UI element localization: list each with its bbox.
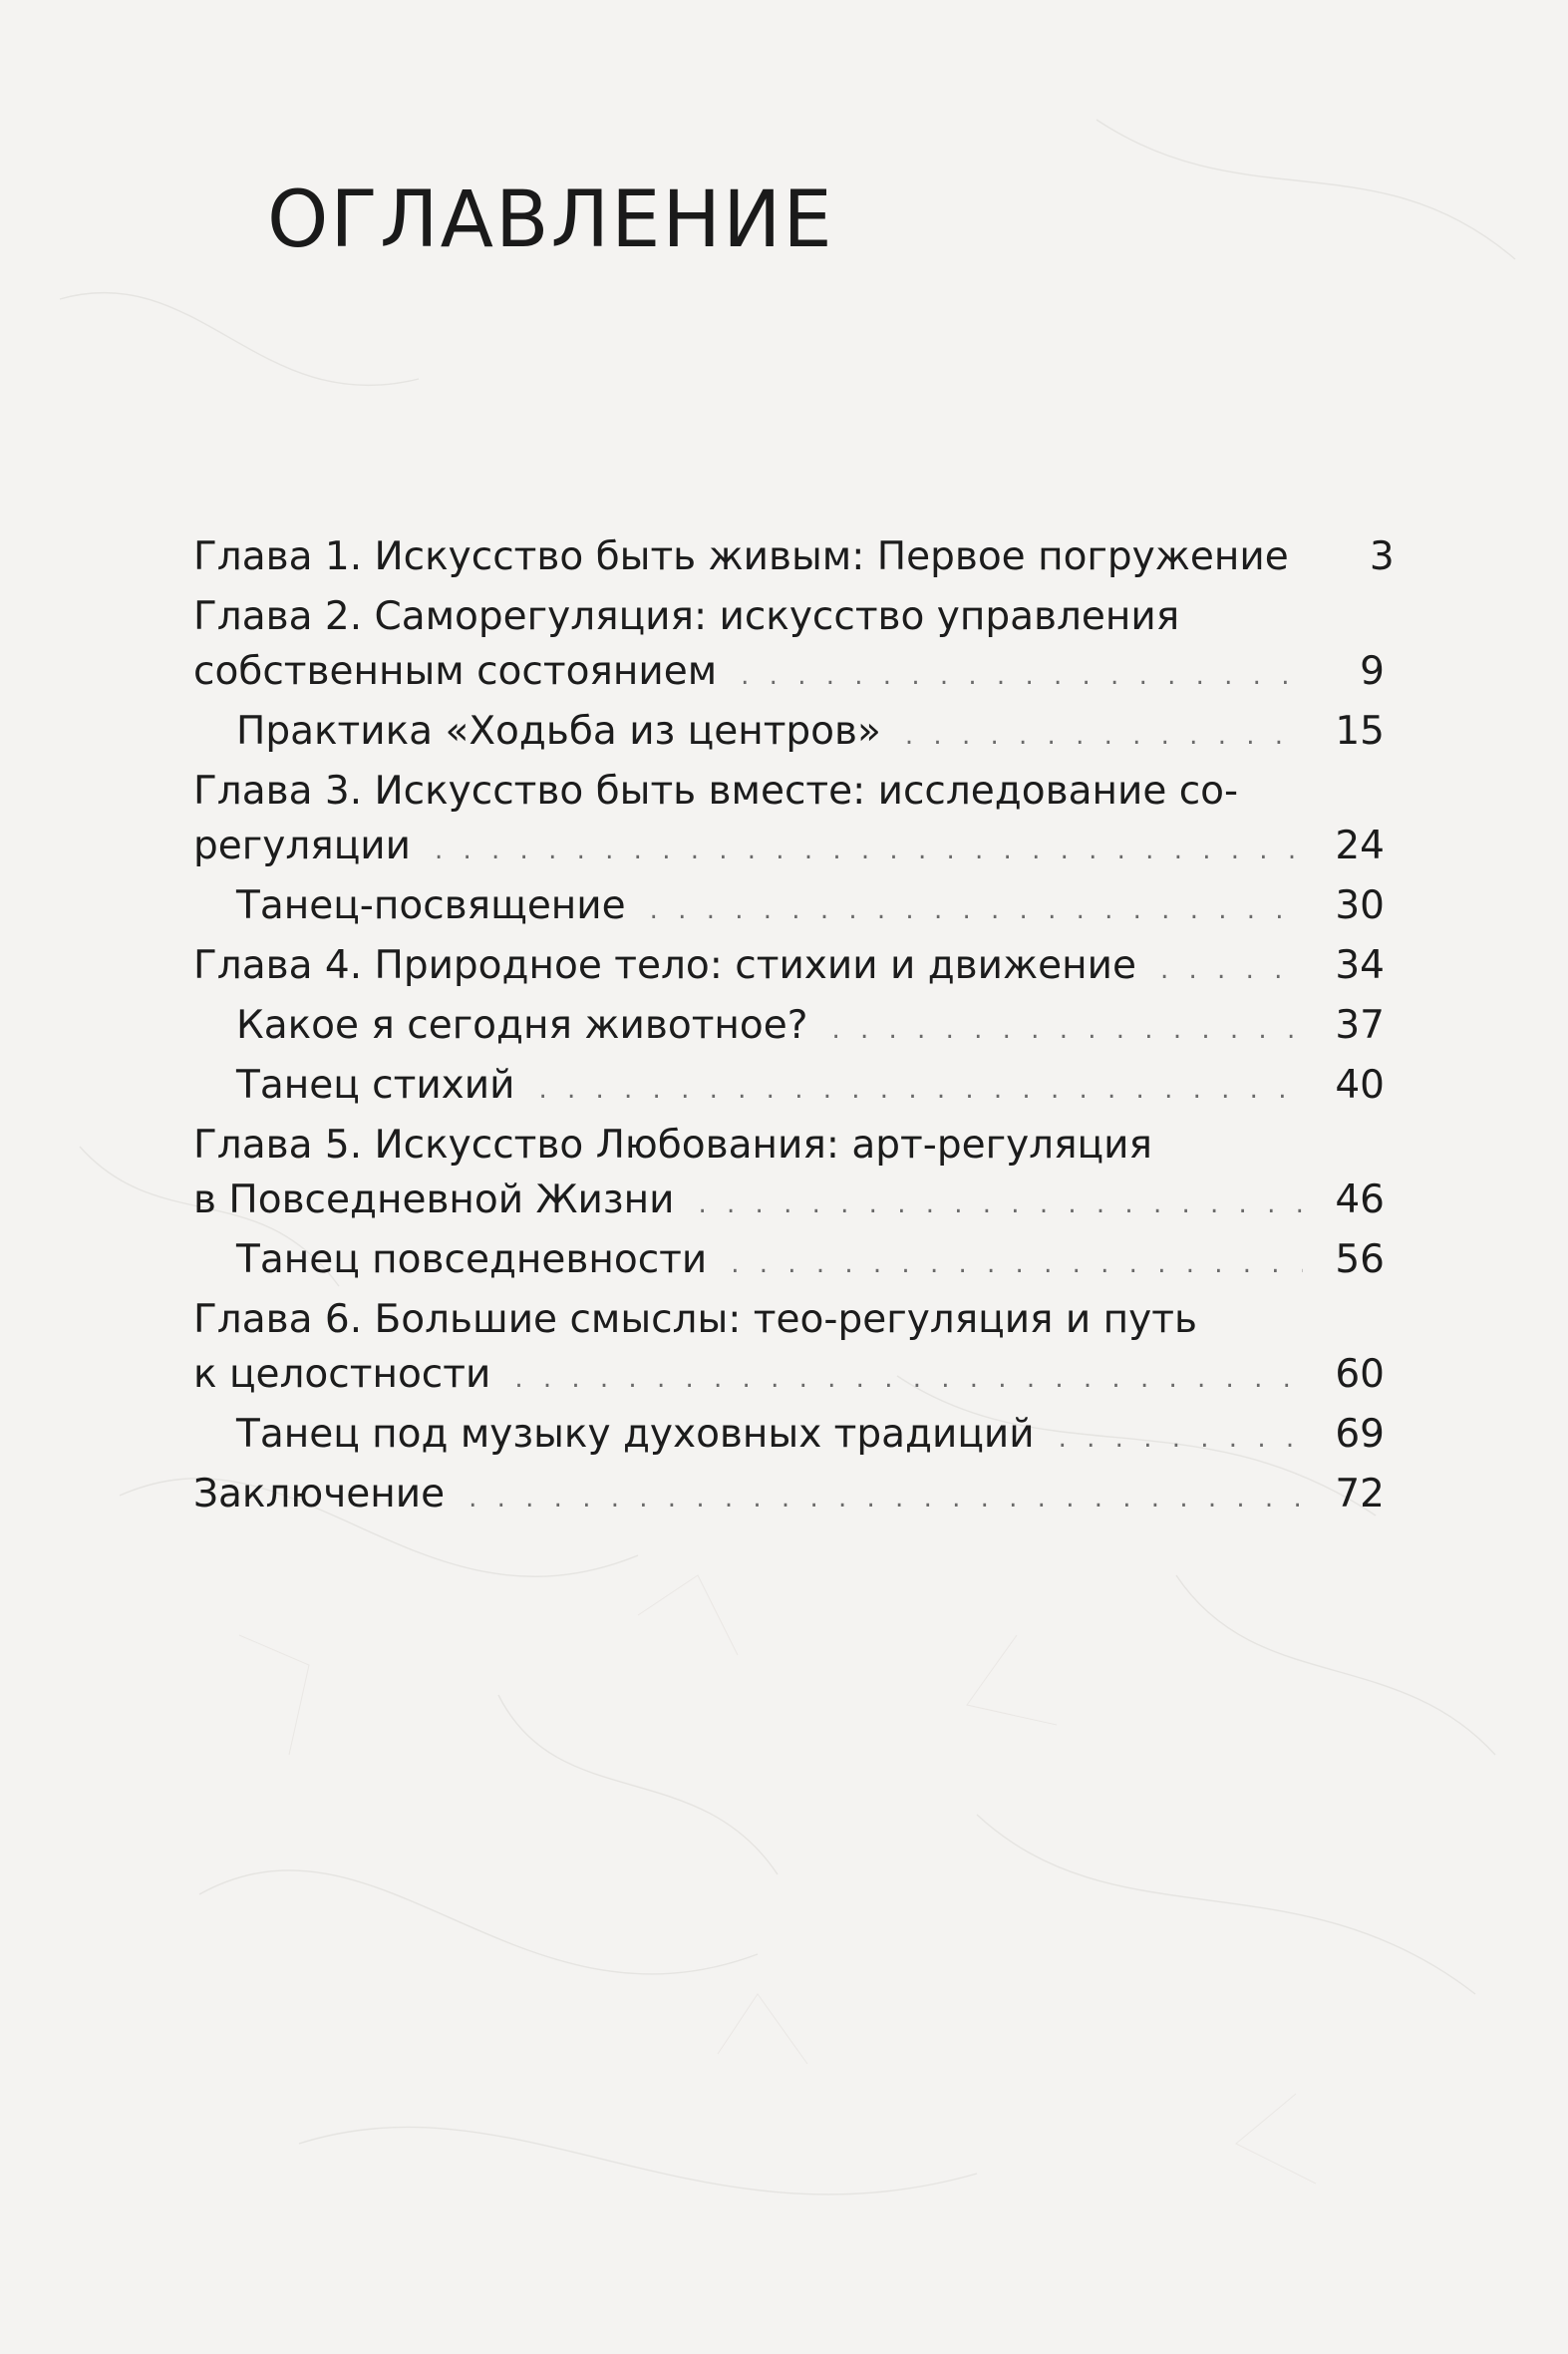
toc-entry-text: собственным состоянием <box>193 649 718 694</box>
dot-leader <box>698 1177 1303 1232</box>
toc-subentry <box>193 1058 1385 1118</box>
toc-entry-line <box>236 1407 1385 1467</box>
toc-subentry <box>193 1232 1385 1292</box>
toc-entry-text: Танец стихий <box>236 1063 515 1108</box>
toc-entry-text: Глава 3. Искусство быть вместе: исследование со- <box>193 769 1239 814</box>
toc-entry-line <box>193 819 1385 878</box>
toc-entry-line <box>236 704 1385 764</box>
toc-subentry <box>193 998 1385 1058</box>
page-number: 24 <box>1335 824 1385 868</box>
page-number: 9 <box>1360 649 1385 694</box>
toc-subentry <box>193 704 1385 764</box>
toc-entry-text: Глава 2. Саморегуляция: искусство управления <box>193 594 1180 639</box>
toc-entry <box>193 1292 1385 1407</box>
toc-entry-line <box>236 1058 1385 1118</box>
page-number: 34 <box>1335 943 1385 988</box>
toc-entry-line <box>193 529 1395 589</box>
page-number: 15 <box>1335 709 1385 754</box>
toc-entry-text: в Повседневной Жизни <box>193 1177 675 1222</box>
toc-entry <box>193 938 1385 998</box>
page-number: 3 <box>1369 534 1395 579</box>
page-number: 37 <box>1335 1003 1385 1048</box>
toc-entry-line <box>193 644 1385 704</box>
toc-entry-text: Танец под музыку духовных традиций <box>236 1412 1035 1457</box>
toc-entry <box>193 529 1395 589</box>
toc-entry-text: Танец повседневности <box>236 1237 708 1282</box>
toc-entry <box>193 764 1385 878</box>
dot-leader <box>905 709 1303 764</box>
table-of-contents <box>193 529 1395 1526</box>
toc-subentry <box>193 878 1385 938</box>
toc-entry-text: к целостности <box>193 1352 491 1397</box>
toc-entry-line <box>193 938 1385 998</box>
toc-entry-text: Глава 6. Большие смыслы: тео-регуляция и путь <box>193 1297 1197 1342</box>
toc-subentry <box>193 1407 1385 1467</box>
toc-entry-text: регуляции <box>193 824 411 868</box>
dot-leader <box>538 1063 1303 1118</box>
page-number: 56 <box>1335 1237 1385 1282</box>
toc-entry-text: Заключение <box>193 1472 446 1516</box>
page-number: 60 <box>1335 1352 1385 1397</box>
toc-entry-line <box>236 878 1385 938</box>
dot-leader <box>1059 1412 1303 1467</box>
toc-entry-text: Танец-посвящение <box>236 883 626 928</box>
toc-entry <box>193 1467 1385 1526</box>
toc-entry <box>193 589 1385 704</box>
toc-entry-line <box>193 1467 1385 1526</box>
toc-entry-line <box>236 1232 1385 1292</box>
toc-entry <box>193 1118 1385 1232</box>
dot-leader <box>469 1472 1303 1526</box>
dot-leader <box>741 649 1303 704</box>
page-number: 46 <box>1335 1177 1385 1222</box>
toc-entry-line <box>193 1347 1385 1407</box>
page-title: ОГЛАВЛЕНИЕ <box>267 175 834 265</box>
page-number: 40 <box>1335 1063 1385 1108</box>
page-number: 72 <box>1335 1472 1385 1516</box>
dot-leader <box>831 1003 1303 1058</box>
toc-entry-line <box>193 1173 1385 1232</box>
toc-entry-line <box>236 998 1385 1058</box>
dot-leader <box>650 883 1303 938</box>
dot-leader <box>514 1352 1303 1407</box>
dot-leader <box>731 1237 1303 1292</box>
page-number: 69 <box>1335 1412 1385 1457</box>
toc-entry-text: Глава 4. Природное тело: стихии и движение <box>193 943 1136 988</box>
toc-entry-text: Практика «Ходьба из центров» <box>236 709 881 754</box>
toc-entry-text: Глава 5. Искусство Любования: арт-регуляция <box>193 1123 1152 1168</box>
toc-entry-text: Глава 1. Искусство быть живым: Первое погружение <box>193 534 1289 579</box>
page-number: 30 <box>1335 883 1385 928</box>
dot-leader <box>1160 943 1303 998</box>
toc-entry-text: Какое я сегодня животное? <box>236 1003 808 1048</box>
dot-leader <box>435 824 1303 878</box>
